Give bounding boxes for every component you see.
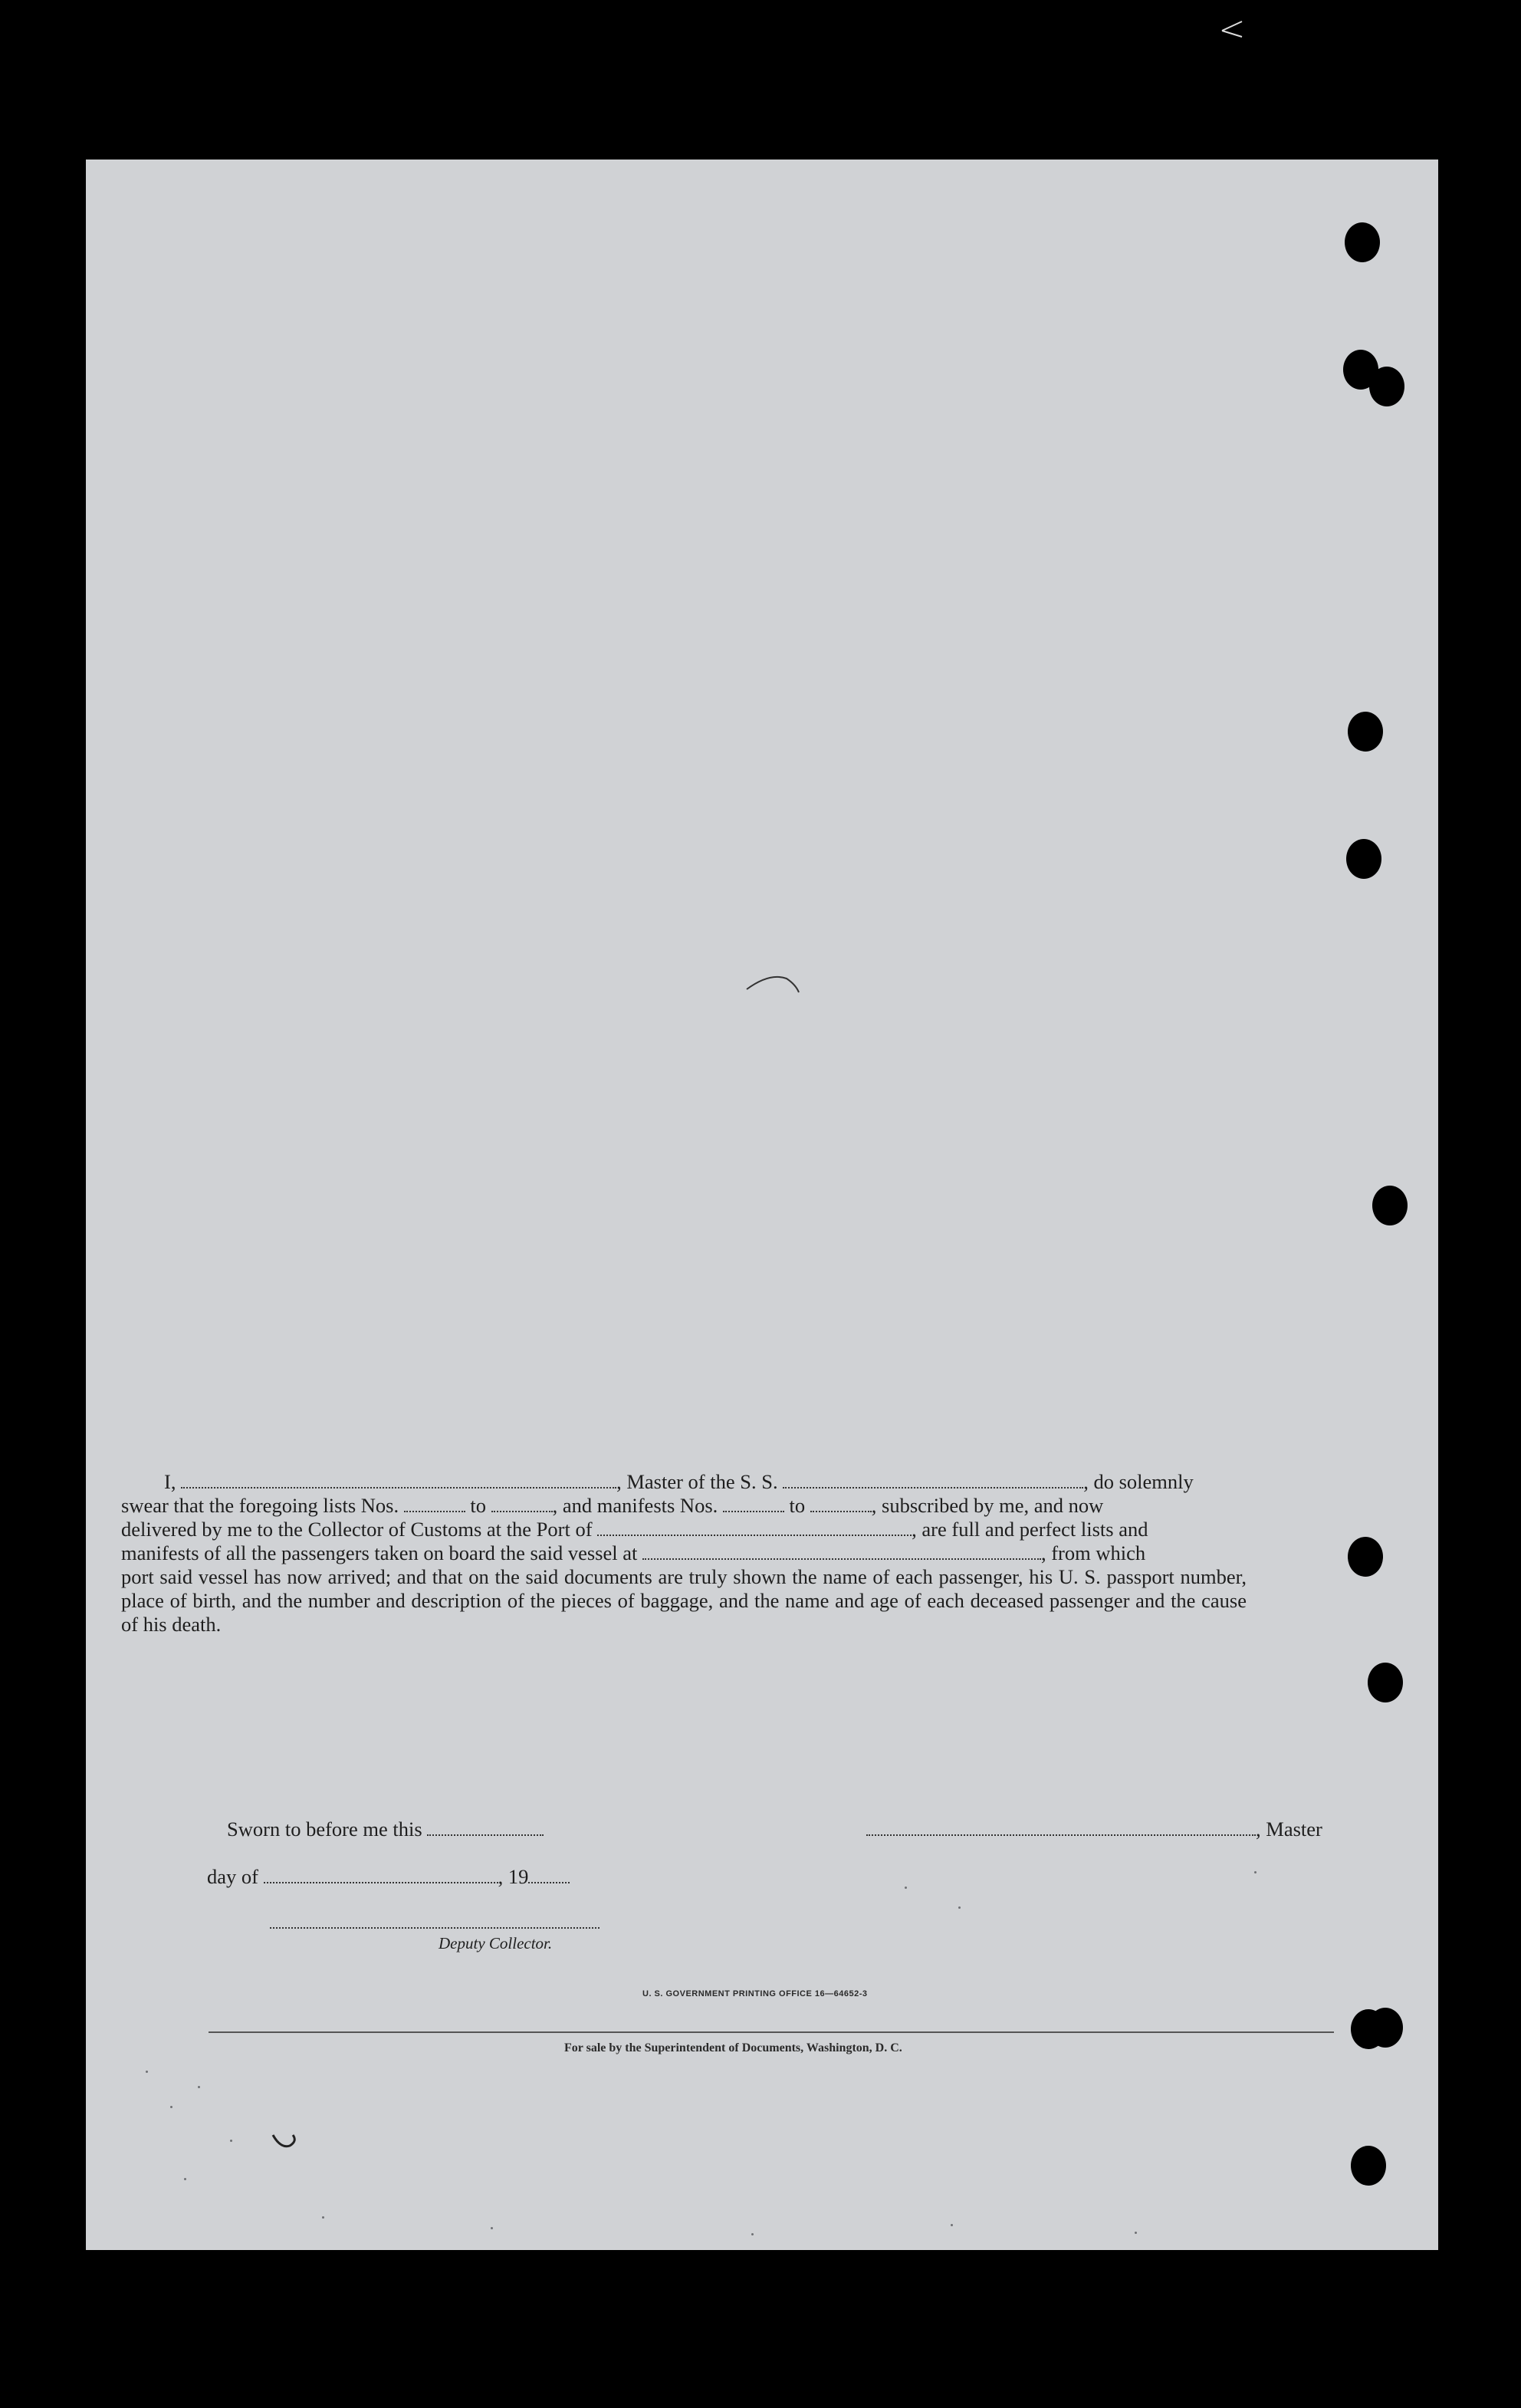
- manifest-to-field: [810, 1498, 872, 1512]
- sworn-line: [227, 1818, 544, 1841]
- speck: [198, 2086, 200, 2088]
- speck: [951, 2224, 953, 2226]
- punch-hole: [1348, 712, 1383, 752]
- footer-rule: [209, 2031, 1334, 2033]
- sale-notice: For sale by the Superintendent of Documents, Washington, D. C.: [564, 2041, 902, 2054]
- subscribed-text: , subscribed by me, and now: [871, 1494, 1104, 1517]
- punch-hole: [1368, 1663, 1403, 1702]
- deputy-signature-line: [270, 1927, 600, 1929]
- oath-line-4: [121, 1541, 1247, 1565]
- punch-hole: [1346, 839, 1381, 879]
- speck: [958, 1906, 961, 1909]
- speck: [1135, 2232, 1137, 2234]
- oath-line-2: [121, 1494, 1247, 1518]
- month-field: [264, 1870, 498, 1883]
- port-field: [597, 1522, 912, 1536]
- punch-hole: [1372, 1186, 1408, 1225]
- speck: [322, 2216, 324, 2219]
- master-signature-field: [866, 1822, 1256, 1836]
- manifest-from-field: [723, 1498, 784, 1512]
- year-field: [528, 1870, 570, 1883]
- stray-mark: [744, 968, 813, 998]
- speck: [491, 2227, 493, 2229]
- punch-hole: [1348, 1537, 1383, 1577]
- oath-pronoun: I,: [164, 1470, 176, 1493]
- master-name-field: [181, 1475, 616, 1489]
- to-text: to: [789, 1494, 806, 1517]
- punch-hole: [1368, 2008, 1403, 2048]
- punch-hole: [1345, 222, 1380, 262]
- sworn-text: Sworn to before me this: [227, 1818, 422, 1841]
- speck: [146, 2071, 148, 2073]
- list-from-field: [404, 1498, 465, 1512]
- list-to-field: [491, 1498, 553, 1512]
- oath-line-1: [121, 1470, 1247, 1494]
- pen-mark: [1219, 17, 1250, 40]
- oath-paragraph: [121, 1470, 1247, 1637]
- from-which-text: , from which: [1040, 1541, 1146, 1564]
- handwritten-mark: [267, 2126, 305, 2156]
- speck: [905, 1887, 907, 1889]
- solemnly-text: , do solemnly: [1083, 1470, 1194, 1493]
- form-sheet: [86, 160, 1438, 2250]
- oath-line-3: [121, 1518, 1247, 1541]
- master-signature-line: [866, 1818, 1322, 1841]
- speck: [184, 2178, 186, 2180]
- manifests-text: , and manifests Nos.: [552, 1494, 718, 1517]
- speck: [230, 2140, 232, 2142]
- boarding-port-field: [642, 1546, 1041, 1560]
- full-perfect-text: , are full and perfect lists and: [912, 1518, 1148, 1541]
- to-text: to: [470, 1494, 486, 1517]
- day-of-text: day of: [207, 1865, 258, 1888]
- speck: [751, 2233, 754, 2235]
- manifests-all-text: manifests of all the passengers taken on board the said vessel at: [121, 1541, 638, 1564]
- sworn-day-field: [427, 1822, 544, 1836]
- speck: [170, 2106, 172, 2108]
- master-of-text: , Master of the S. S.: [616, 1470, 778, 1493]
- punch-hole: [1369, 367, 1404, 406]
- year-text: , 19: [498, 1865, 529, 1888]
- swear-text: swear that the foregoing lists Nos.: [121, 1494, 399, 1517]
- punch-hole: [1351, 2146, 1386, 2186]
- vessel-name-field: [783, 1475, 1083, 1489]
- oath-body-text: port said vessel has now arrived; and that on the said documents are truly shown the name of each passenger, his U. S. passport number, place of birth, and the number and description of the pieces of baggage, and the name and age of each deceased passenger and the cause of his death.: [121, 1565, 1247, 1636]
- delivered-text: delivered by me to the Collector of Customs at the Port of: [121, 1518, 593, 1541]
- printing-office-imprint: U. S. GOVERNMENT PRINTING OFFICE 16—64652-3: [642, 1989, 868, 1998]
- date-line: [207, 1865, 570, 1889]
- deputy-collector-label: Deputy Collector.: [439, 1934, 553, 1952]
- speck: [1254, 1871, 1257, 1873]
- master-text: , Master: [1256, 1818, 1322, 1841]
